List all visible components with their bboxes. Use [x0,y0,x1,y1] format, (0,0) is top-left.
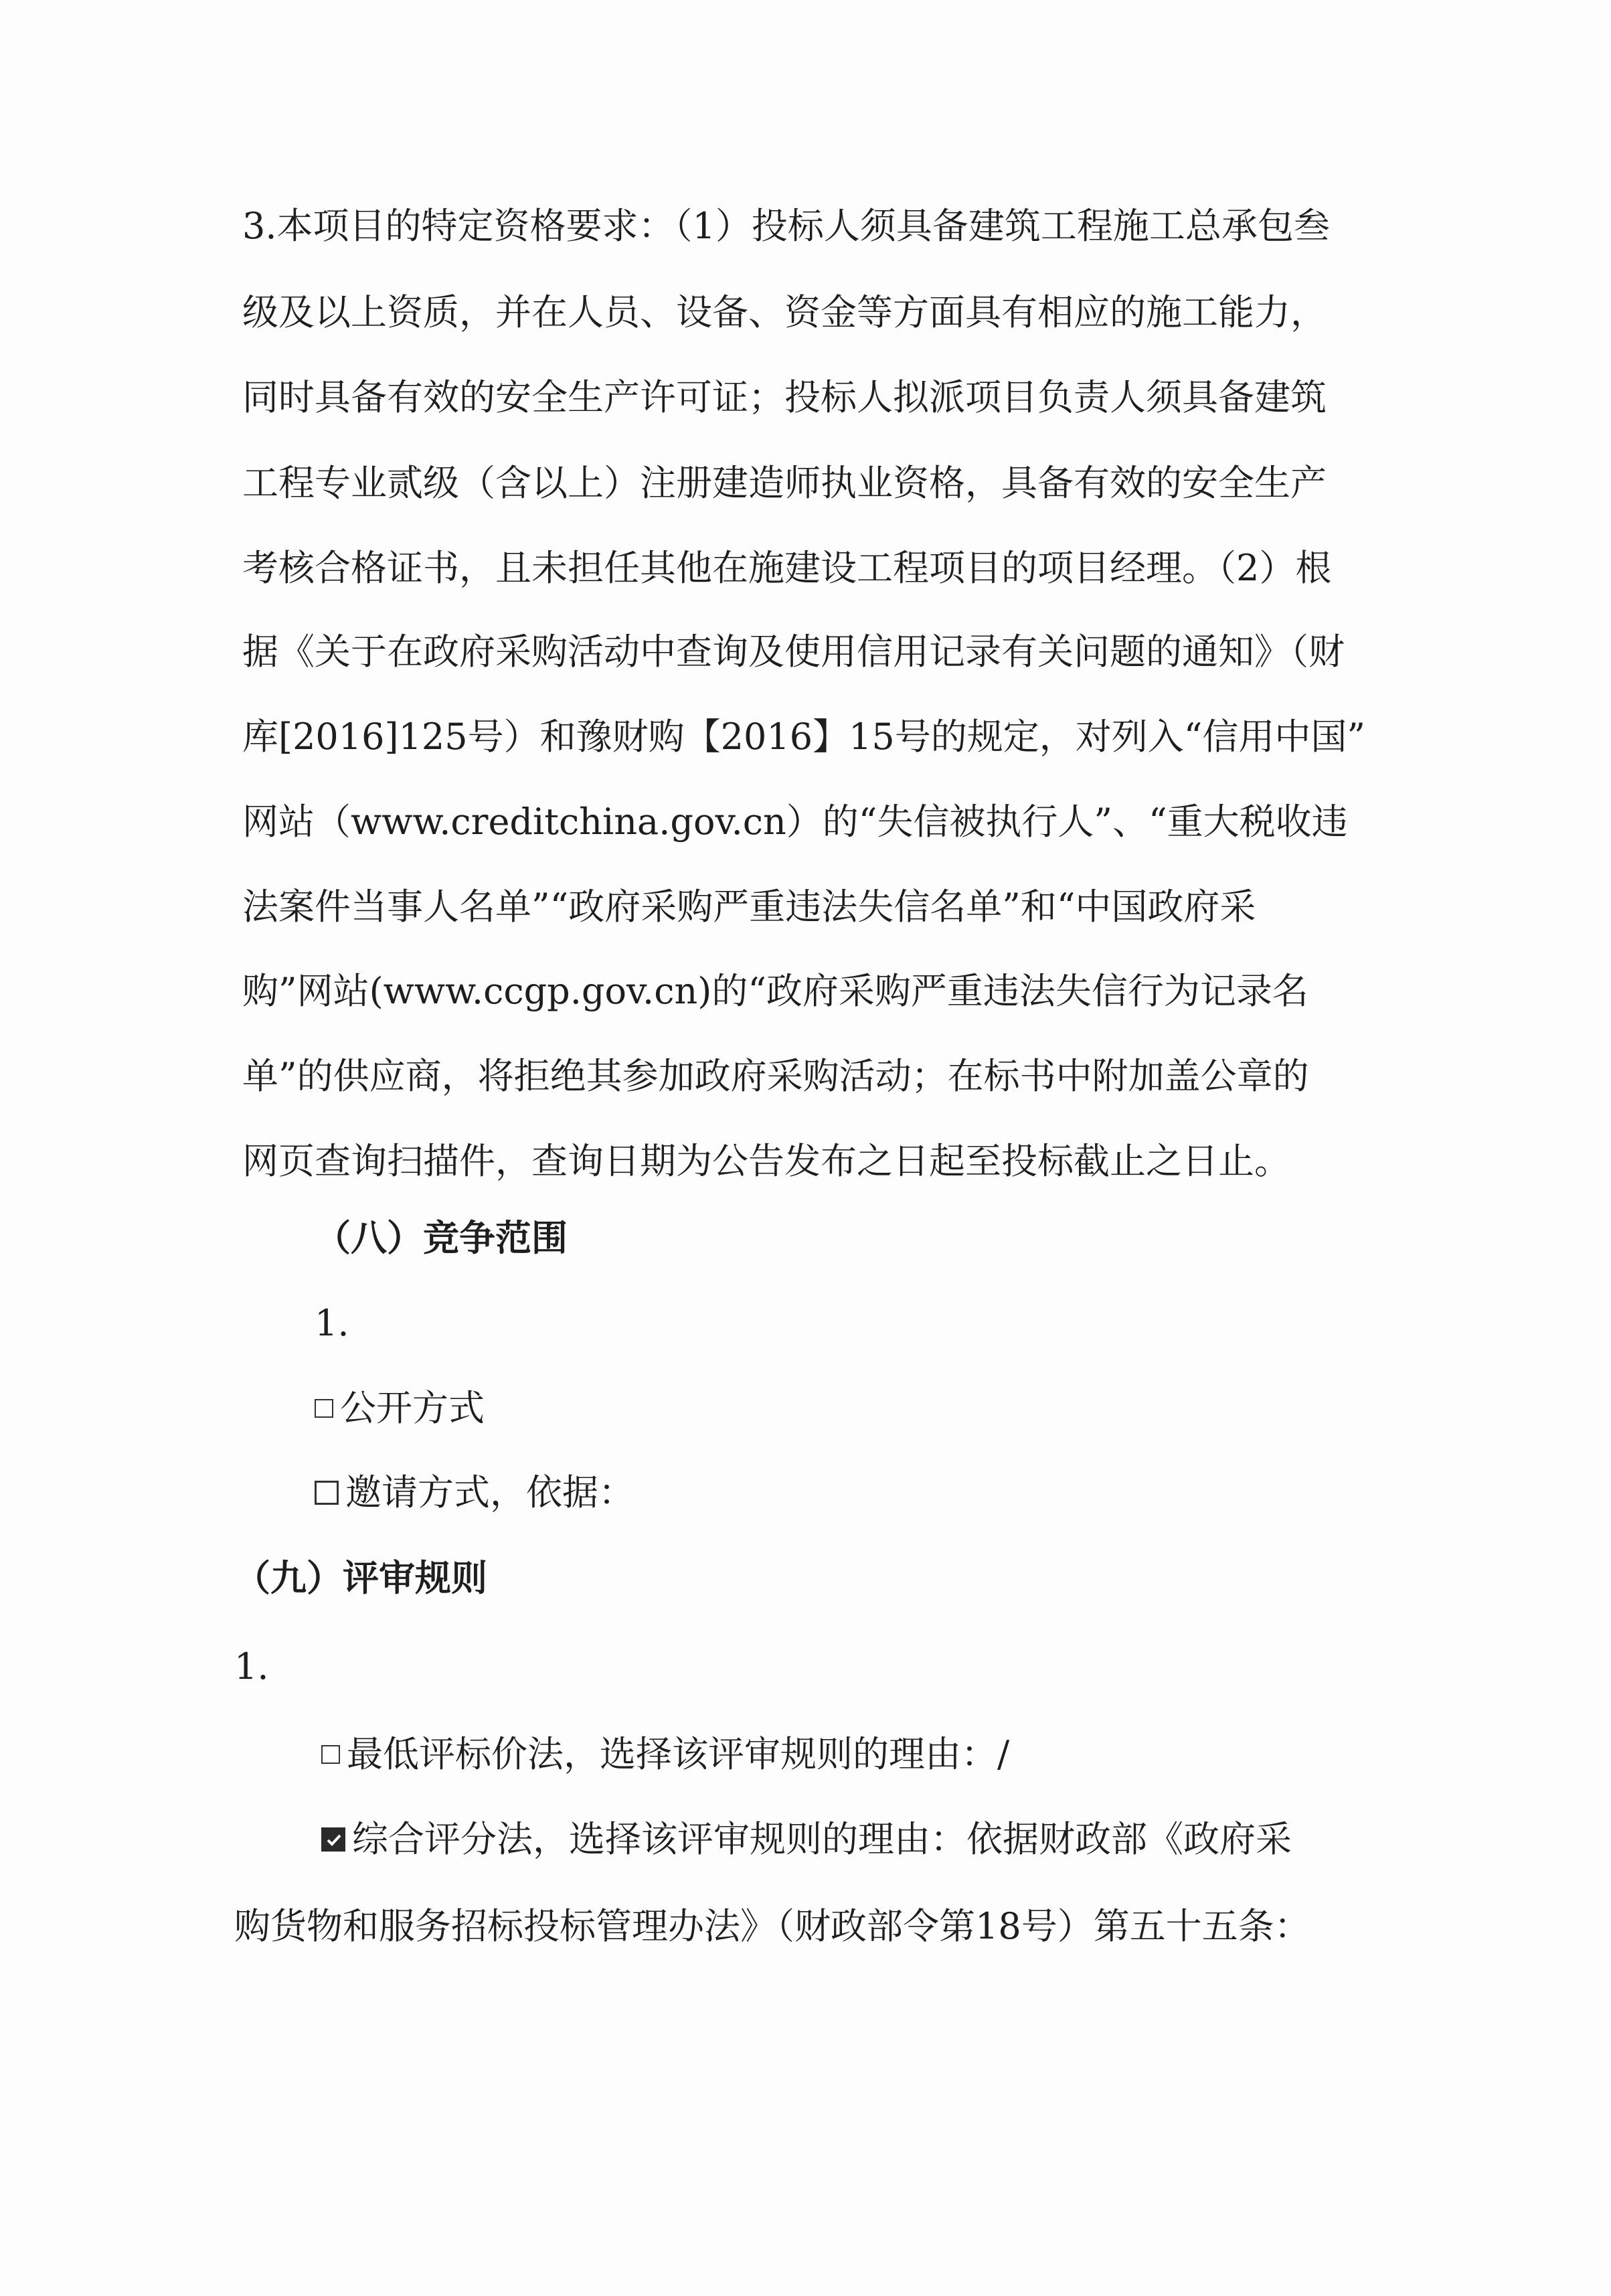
section8-option-open [315,1387,485,1430]
checkbox-icon[interactable] [315,1399,333,1418]
paragraph-line: 据《关于在政府采购活动中查询及使用信用记录有关问题的通知》（财 [242,631,1345,673]
paragraph-line: 法案件当事人名单”“政府采购严重违法失信名单”和“中国政府采 [242,886,1256,928]
paragraph-line: 单”的供应商，将拒绝其参加政府采购活动；在标书中附加盖公章的 [242,1055,1309,1097]
paragraph-line: 网站（www.creditchina.gov.cn）的“失信被执行人”、“重大税收违 [242,801,1348,843]
section-heading-competition-scope: （八）竞争范围 [315,1217,568,1259]
section-heading-review-rules: （九）评审规则 [234,1557,487,1599]
paragraph-line: 网页查询扫描件，查询日期为公告发布之日起至投标截止之日止。 [242,1140,1290,1182]
section9-option-lowest-price [321,1733,1009,1776]
paragraph-line: 库[2016]125号）和豫财购【2016】15号的规定，对列入“信用中国” [242,716,1365,758]
checkbox-icon[interactable] [321,1745,340,1764]
section8-item-number: 1. [315,1302,349,1344]
section9-item-number: 1. [234,1645,269,1688]
paragraph-line: 3.本项目的特定资格要求：（1）投标人须具备建筑工程施工总承包叁 [242,205,1330,247]
section9-option-comprehensive [321,1818,1292,1861]
option-label: 公开方式 [340,1387,485,1429]
paragraph-line: 考核合格证书，且未担任其他在施建设工程项目的项目经理。（2）根 [242,547,1332,589]
checkbox-icon[interactable] [315,1481,339,1505]
option-label: 邀请方式，依据： [345,1471,634,1513]
paragraph-line: 购”网站(www.ccgp.gov.cn)的“政府采购严重违法失信行为记录名 [242,970,1308,1012]
checked-checkbox-icon[interactable] [321,1827,345,1852]
paragraph-line: 级及以上资质，并在人员、设备、资金等方面具有相应的施工能力， [242,291,1327,333]
paragraph-line: 工程专业贰级（含以上）注册建造师执业资格，具备有效的安全生产 [242,462,1327,504]
paragraph-line: 购货物和服务招标投标管理办法》（财政部令第18号）第五十五条： [234,1905,1310,1947]
section8-option-invite [315,1471,634,1514]
option-label: 最低评标价法，选择该评审规则的理由：/ [347,1733,1010,1775]
option-label: 综合评分法，选择该评审规则的理由：依据财政部《政府采 [352,1818,1292,1860]
paragraph-line: 同时具备有效的安全生产许可证；投标人拟派项目负责人须具备建筑 [242,376,1327,418]
